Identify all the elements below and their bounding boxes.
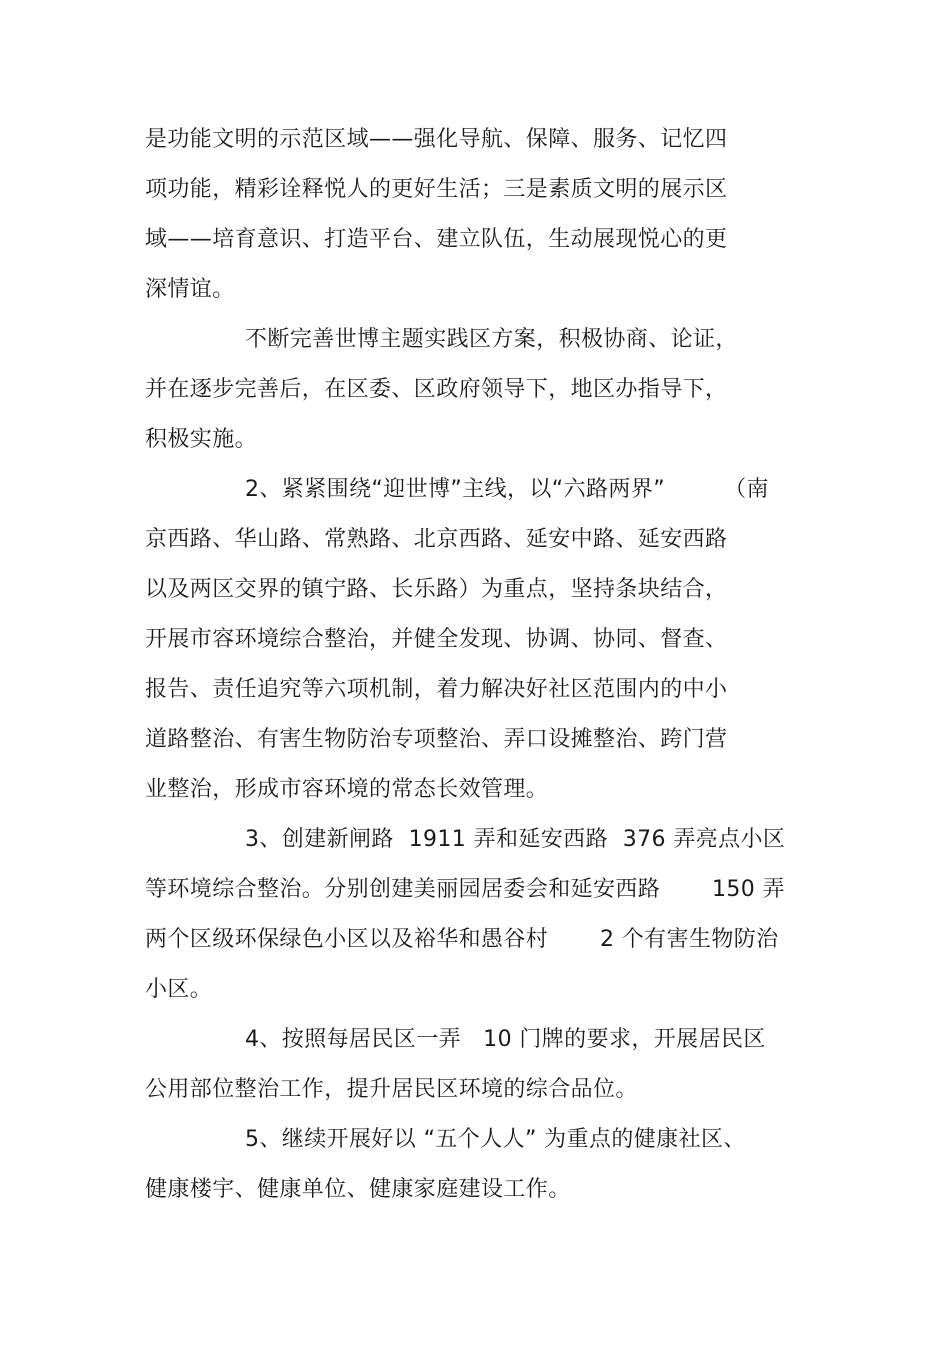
text-line: 道路整治、有害生物防治专项整治、弄口设摊整治、跨门营	[145, 727, 728, 752]
text-line: 两个区级环保绿色小区以及裕华和愚谷村 2 个有害生物防治	[145, 927, 779, 952]
text-line: 积极实施。	[145, 427, 258, 452]
text-line: 业整治，形成市容环境的常态长效管理。	[145, 777, 549, 802]
text-line: 健康楼宇、健康单位、健康家庭建设工作。	[145, 1177, 571, 1202]
text-line: 项功能，精彩诠释悦人的更好生活；三是素质文明的展示区	[145, 177, 728, 202]
text-line: 3、创建新闸路 1911 弄和延安西路 376 弄亮点小区	[245, 827, 786, 852]
text-line: 域——培育意识、打造平台、建立队伍，生动展现悦心的更	[145, 227, 728, 252]
text-line: 开展市容环境综合整治，并健全发现、协调、协同、督查、	[145, 627, 728, 652]
text-line: 并在逐步完善后，在区委、区政府领导下，地区办指导下，	[145, 377, 728, 402]
text-line: 报告、责任追究等六项机制，着力解决好社区范围内的中小	[145, 677, 728, 702]
text-line: 京西路、华山路、常熟路、北京西路、延安中路、延安西路	[145, 527, 728, 552]
text-line: 小区。	[145, 977, 213, 1002]
text-line: 不断完善世博主题实践区方案，积极协商、论证，	[245, 327, 738, 352]
text-line: 公用部位整治工作，提升居民区环境的综合品位。	[145, 1077, 638, 1102]
text-line: 2、紧紧围绕“迎世博”主线，以“六路两界” （南	[245, 477, 769, 502]
text-line: 等环境综合整治。分别创建美丽园居委会和延安西路 150 弄	[145, 877, 785, 902]
text-line: 以及两区交界的镇宁路、长乐路）为重点，坚持条块结合，	[145, 577, 728, 602]
text-line: 4、按照每居民区一弄 10 门牌的要求，开展居民区	[245, 1027, 766, 1052]
text-line: 深情谊。	[145, 277, 235, 302]
text-line: 5、继续开展好以 “五个人人” 为重点的健康社区、	[245, 1127, 746, 1152]
text-line: 是功能文明的示范区域——强化导航、保障、服务、记忆四	[145, 127, 728, 152]
